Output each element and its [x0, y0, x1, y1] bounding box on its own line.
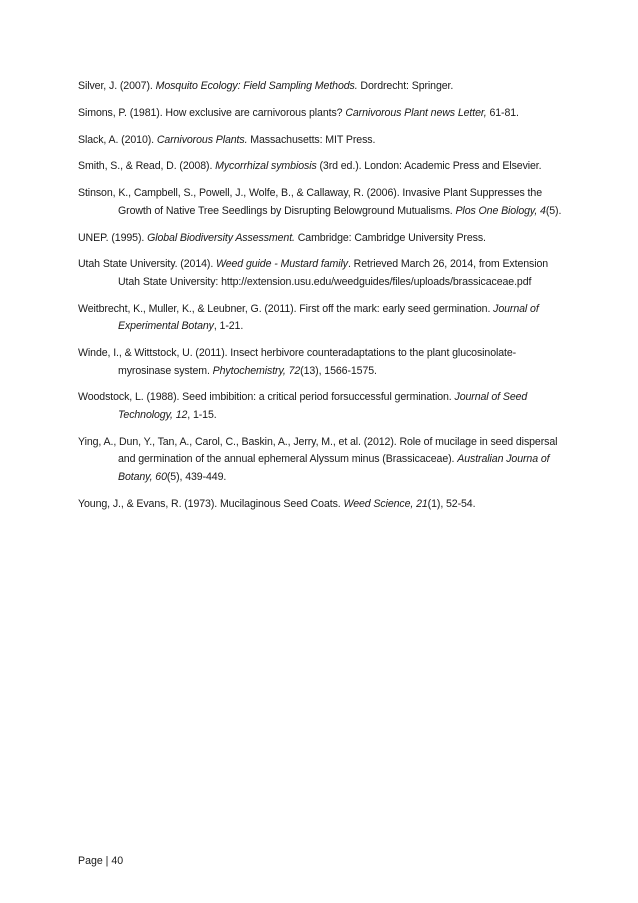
reference-text: Ying, A., Dun, Y., Tan, A., Carol, C., Baskin, A., Jerry, M., et al. (2012). Role of mucilage in seed dispersal and germination of the annual ephemeral Alyssum minus (Brassicaceae).: [78, 435, 558, 466]
reference-italic-text: Journal of Experimental Botany: [118, 302, 539, 333]
reference-entry: [78, 185, 568, 220]
reference-list: [78, 78, 568, 523]
reference-entry: [78, 132, 568, 150]
reference-entry: [78, 345, 568, 380]
reference-italic-text: Mosquito Ecology: Field Sampling Methods.: [155, 80, 358, 92]
reference-text: Smith, S., & Read, D. (2008).: [78, 160, 216, 173]
reference-text: (3rd ed.). London: Academic Press and Elsevier.: [316, 160, 542, 173]
reference-entry: [78, 389, 568, 424]
reference-text: Utah State University. (2014).: [78, 258, 217, 271]
reference-text: . Retrieved March 26, 2014, from Extension Utah State University: http://extension.usu.edu/weedguides/files/uploads/brassicaceae.pdf: [118, 258, 549, 288]
reference-entry: [78, 158, 568, 176]
reference-italic-text: Global Biodiversity Assessment.: [147, 231, 295, 244]
reference-text: Simons, P. (1981). How exclusive are carnivorous plants?: [78, 106, 346, 119]
reference-entry: [78, 434, 568, 487]
reference-italic-text: Carnivorous Plants.: [156, 133, 248, 146]
reference-italic-text: Phytochemistry, 72: [212, 364, 301, 377]
reference-entry: [78, 78, 568, 96]
reference-text: Winde, I., & Wittstock, U. (2011). Insect herbivore counteradaptations to the plant glucosinolate-myrosinase system.: [78, 347, 517, 377]
reference-text: Dordrecht: Springer.: [357, 80, 454, 92]
reference-text: Slack, A. (2010).: [78, 133, 157, 146]
reference-text: Cambridge: Cambridge University Press.: [294, 231, 486, 244]
reference-text: , 1-15.: [187, 409, 217, 421]
reference-italic-text: Plos One Biology, 4: [455, 204, 546, 217]
reference-italic-text: Journal of Seed Technology, 12: [118, 391, 528, 421]
reference-text: Massachusetts: MIT Press.: [247, 133, 376, 146]
page-number: Page | 40: [78, 855, 124, 867]
reference-italic-text: Weed Science, 21: [343, 497, 428, 510]
reference-text: Stinson, K., Campbell, S., Powell, J., Wolfe, B., & Callaway, R. (2006). Invasive Plant Suppresses the Growth of Native Tree Seedlings by Disrupting Belowground Mutualisms.: [78, 187, 542, 217]
reference-text: 61-81.: [486, 106, 519, 119]
reference-text: , 1-21.: [213, 320, 244, 333]
reference-text: Silver, J. (2007).: [78, 80, 156, 92]
reference-text: Woodstock, L. (1988). Seed imbibition: a critical period forsuccessful germination.: [78, 391, 455, 404]
reference-text: UNEP. (1995).: [78, 231, 148, 244]
reference-text: (5), 439-449.: [166, 470, 227, 483]
reference-entry: [78, 105, 568, 123]
reference-text: Weitbrecht, K., Muller, K., & Leubner, G. (2011). First off the mark: early seed germination.: [78, 302, 494, 315]
reference-text: Young, J., & Evans, R. (1973). Mucilaginous Seed Coats.: [78, 497, 344, 510]
reference-entry: [78, 230, 568, 248]
reference-entry: [78, 496, 568, 514]
reference-entry: [78, 301, 568, 336]
reference-italic-text: Mycorrhizal symbiosis: [215, 160, 317, 173]
reference-text: (5).: [545, 204, 562, 217]
reference-entry: [78, 256, 568, 291]
reference-italic-text: Australian Journa of Botany, 60: [118, 453, 550, 483]
reference-text: (1), 52-54.: [427, 497, 476, 510]
reference-italic-text: Weed guide - Mustard family: [216, 258, 348, 271]
reference-text: (13), 1566-1575.: [300, 364, 377, 377]
reference-italic-text: Carnivorous Plant news Letter,: [345, 106, 487, 119]
